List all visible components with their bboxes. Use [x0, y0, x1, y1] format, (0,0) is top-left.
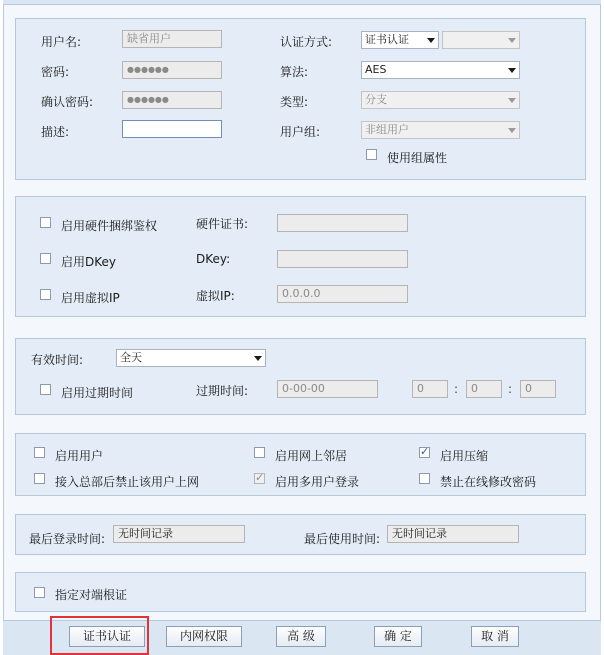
use-group-attr-label: 使用组属性	[387, 151, 448, 165]
records-panel	[15, 514, 586, 555]
use-group-attr-checkbox[interactable]	[366, 149, 377, 160]
enable-compress-label: 启用压缩	[440, 449, 489, 463]
cert-auth-button[interactable]: 证书认证	[69, 626, 145, 647]
last-login-field: 无时间记录	[113, 525, 245, 543]
specify-root-label: 指定对端根证	[55, 588, 128, 602]
forbid-online-pwd-checkbox[interactable]	[419, 473, 430, 484]
specify-root-checkbox[interactable]	[34, 587, 45, 598]
chevron-down-icon	[508, 98, 516, 103]
forbid-online-pwd-label: 禁止在线修改密码	[440, 475, 537, 489]
description-label: 描述:	[41, 125, 70, 139]
last-use-label: 最后使用时间:	[304, 532, 381, 546]
confirm-password-field: ●●●●●●	[122, 91, 222, 109]
time-separator: :	[508, 382, 513, 396]
hw-cert-field	[277, 214, 408, 232]
expire-date-field: 0-00-00	[277, 380, 378, 398]
options-panel	[15, 433, 586, 496]
username-field: 缺省用户	[122, 30, 222, 48]
algorithm-label: 算法:	[280, 65, 309, 79]
valid-time-value: 全天	[120, 351, 142, 364]
enable-multi-login-checkbox	[254, 473, 265, 484]
ok-button[interactable]: 确 定	[374, 626, 422, 647]
hw-bind-auth-checkbox[interactable]	[40, 217, 51, 228]
expire-second-field: 0	[520, 380, 556, 398]
block-after-hq-checkbox[interactable]	[34, 473, 45, 484]
advanced-button[interactable]: 高 级	[276, 626, 326, 647]
last-use-field: 无时间记录	[387, 525, 519, 543]
hardware-panel	[15, 196, 586, 317]
cancel-button[interactable]: 取 消	[471, 626, 519, 647]
auth-method-label: 认证方式:	[280, 35, 333, 49]
valid-time-select[interactable]	[116, 349, 266, 367]
vip-label: 虚拟IP:	[196, 289, 235, 303]
hw-cert-label: 硬件证书:	[196, 217, 249, 231]
expire-minute-field: 0	[466, 380, 502, 398]
chevron-down-icon	[508, 128, 516, 133]
peer-cert-panel	[15, 572, 586, 612]
hw-bind-auth-label: 启用硬件捆绑鉴权	[61, 219, 158, 233]
validity-panel	[15, 338, 586, 415]
auth-method-value: 证书认证	[365, 33, 409, 46]
enable-vip-label: 启用虚拟IP	[61, 291, 120, 305]
username-label: 用户名:	[41, 35, 82, 49]
password-label: 密码:	[41, 65, 70, 79]
expire-time-label: 过期时间:	[196, 384, 249, 398]
enable-neighbor-label: 启用网上邻居	[275, 449, 348, 463]
type-value: 分支	[365, 93, 387, 106]
expire-hour-field: 0	[412, 380, 448, 398]
dialog-top-edge	[3, 0, 601, 5]
description-input[interactable]	[122, 120, 222, 138]
auth-method-select[interactable]	[361, 31, 439, 49]
enable-multi-login-label: 启用多用户登录	[275, 475, 360, 489]
user-group-select	[361, 121, 520, 139]
chevron-down-icon	[508, 38, 516, 43]
chevron-down-icon	[427, 38, 435, 43]
auth-extra-select	[442, 31, 520, 49]
block-after-hq-label: 接入总部后禁止该用户上网	[55, 475, 200, 489]
algorithm-value: AES	[365, 63, 387, 76]
dkey-field	[277, 250, 408, 268]
user-info-panel	[15, 18, 586, 180]
type-label: 类型:	[280, 95, 309, 109]
enable-user-label: 启用用户	[55, 449, 104, 463]
algorithm-select[interactable]	[361, 61, 520, 79]
enable-user-checkbox[interactable]	[34, 447, 45, 458]
chevron-down-icon	[254, 356, 262, 361]
enable-vip-checkbox[interactable]	[40, 289, 51, 300]
vip-field: 0.0.0.0	[277, 285, 408, 303]
enable-dkey-checkbox[interactable]	[40, 253, 51, 264]
password-field: ●●●●●●	[122, 61, 222, 79]
enable-compress-checkbox[interactable]	[419, 447, 430, 458]
user-group-value: 非组用户	[365, 123, 409, 136]
time-separator: :	[454, 382, 459, 396]
enable-dkey-label: 启用DKey	[61, 255, 116, 269]
type-select	[361, 91, 520, 109]
enable-expire-label: 启用过期时间	[61, 386, 134, 400]
user-group-label: 用户组:	[280, 125, 321, 139]
chevron-down-icon	[508, 68, 516, 73]
last-login-label: 最后登录时间:	[29, 532, 106, 546]
intranet-permission-button[interactable]: 内网权限	[166, 626, 242, 647]
dkey-label: DKey:	[196, 252, 231, 266]
highlight-box	[50, 616, 149, 655]
confirm-password-label: 确认密码:	[41, 95, 94, 109]
enable-expire-checkbox[interactable]	[40, 384, 51, 395]
valid-time-label: 有效时间:	[31, 353, 84, 367]
enable-neighbor-checkbox[interactable]	[254, 447, 265, 458]
